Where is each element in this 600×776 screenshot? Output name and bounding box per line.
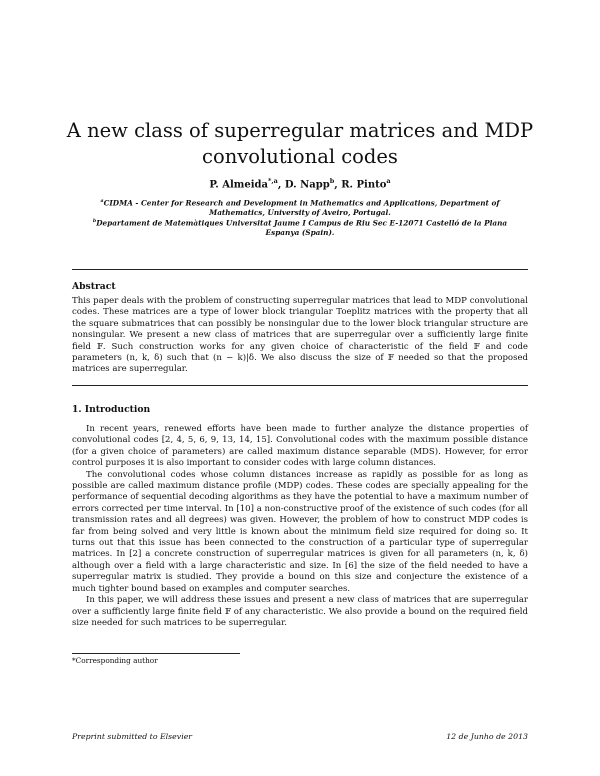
author-name: D. Napp bbox=[284, 179, 330, 191]
affiliation bbox=[75, 217, 525, 238]
abstract-text bbox=[72, 296, 528, 376]
section-heading: 1. Introduction bbox=[72, 404, 151, 415]
author-name: P. Almeida bbox=[209, 179, 268, 191]
paper-title: A new class of superregular matrices and MDP convolutional codes bbox=[66, 119, 534, 168]
section-body bbox=[72, 424, 528, 629]
author-list: P. Almeida$^{*,a}$, D. Napp$^b$, R. Pinto$^a$ bbox=[209, 177, 391, 191]
affiliation-mark: b bbox=[92, 219, 97, 224]
footer-right: 12 de Junho de 2013 bbox=[446, 732, 528, 741]
author-name: R. Pinto bbox=[341, 179, 387, 191]
footer-left: Preprint submitted to Elsevier bbox=[72, 732, 193, 741]
paragraph: The convolutional codes whose column distances increase as rapidly as possible for as long as possible are called maximum distance profile (MDP) codes. These codes are specially appealing for the performance of sequential decoding algorithms as they have the potential to have a maximum number of errors corrected per time interval. In [10] a non-constructive proof of the existence of such codes (for all transmission rates and all degrees) was given. However, the problem of how to construct MDP codes is far from being solved and very little is known about the minimum field size required for doing so. It turns out that this issue has been connected to the construction of a particular type of superregular matrices. In [2] a concrete construction of superregular matrices is given for all parameters (n, k, δ) although over a field with a large characteristic and size. In [6] the size of the field needed to have a superregular matrix is studied. They provide a bound on this size and conjecture the existence of a much tighter bound based on examples and computer searches. bbox=[72, 469, 529, 594]
affiliation-text: CIDMA - Center for Research and Development in Mathematics and Applications, Department of Mathematics, University of Aveiro, Portugal. bbox=[103, 198, 500, 218]
author-mark: *,a bbox=[267, 177, 278, 185]
paragraph: In recent years, renewed efforts have been made to further analyze the distance properties of convolutional codes [2, 4, 5, 6, 9, 13, 14, 15]. Convolutional codes with the maximum possible distance (for a given choice of parameters) are called maximum distance separable (MDS). However, for error control purposes it is also important to consider codes with large column distances. bbox=[72, 424, 528, 469]
footnote-rule bbox=[72, 653, 240, 654]
affiliation bbox=[75, 197, 525, 218]
affiliation-text: Departament de Matemàtiques Universitat Jaume I Campus de Riu Sec E-12071 Castelló de la Plana Espanya (Spain). bbox=[96, 218, 508, 238]
divider bbox=[72, 385, 528, 386]
author-mark: b bbox=[329, 177, 335, 185]
abstract-heading: Abstract bbox=[72, 281, 116, 292]
abstract-paragraph: This paper deals with the problem of constructing superregular matrices that lead to MDP convolutional codes. These matrices are a type of lower block triangular Toeplitz matrices with the property that all the square submatrices that can possibly be nonsingular due to the lower block triangular structure are nonsingular. We present a new class of matrices that are superregular over a sufficiently large finite field 𝔽. Such construction works for any given choice of characteristic of the field 𝔽 and code parameters (n, k, δ) such that (n − k)|δ. We also discuss the size of 𝔽 needed so that the proposed matrices are superregular. bbox=[72, 296, 528, 375]
divider bbox=[72, 269, 528, 270]
paragraph: In this paper, we will address these issues and present a new class of matrices that are superregular over a sufficiently large finite field 𝔽 of any characteristic. We also provide a bound on the required field size needed for such matrices to be superregular. bbox=[72, 595, 528, 628]
affiliation-mark: a bbox=[100, 199, 104, 204]
footnote: *Corresponding author bbox=[72, 656, 158, 665]
author-mark: a bbox=[386, 177, 391, 185]
